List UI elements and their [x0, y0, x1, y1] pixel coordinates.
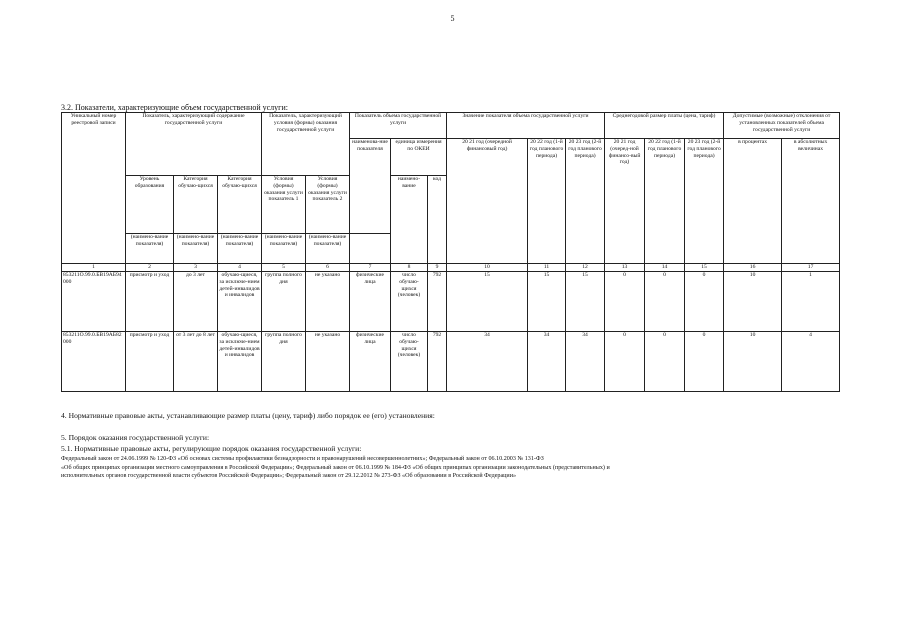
col-number: 10 — [447, 264, 528, 272]
col-number: 8 — [391, 264, 428, 272]
student-category-age: от 3 лет до 8 лет — [174, 332, 218, 392]
col-number: 5 — [262, 264, 306, 272]
law-line: «Об общих принципах организации местного самоуправления в Российской Федерации»; Федеральный закон от 06.10.1999 № 184-ФЗ «Об общих принципах организации законодательных (представительных) и — [61, 464, 610, 471]
header-content-indicator: Показатель, характеризующий содержание государственной услуги — [126, 113, 262, 176]
edu-level: присмотр и уход — [126, 272, 174, 332]
header-indicator-name: наименова-ние показателя — [350, 139, 391, 234]
indicator-name: физические лица — [350, 272, 391, 332]
header-indicator-blank — [350, 234, 391, 264]
header-in-absolute: в абсолютных величинах — [782, 139, 840, 264]
col-number: 12 — [566, 264, 605, 272]
volume-y1: 15 — [447, 272, 528, 332]
page-number: 5 — [450, 14, 455, 23]
col-number: 11 — [528, 264, 566, 272]
volume-y2: 15 — [528, 272, 566, 332]
deviation-percent: 10 — [724, 332, 782, 392]
header-vol-y1: 20 21 год (очередной финансовый год) — [447, 139, 528, 264]
volume-y1: 34 — [447, 332, 528, 392]
header-conditions-indicator: Показатель, характеризующий условия (формы) оказания государственной услуги — [262, 113, 350, 176]
header-avg-fee: Среднегодовой размер платы (цена, тариф) — [605, 113, 724, 139]
edu-level: присмотр и уход — [126, 332, 174, 392]
service-condition-1: группа полного дня — [262, 332, 306, 392]
law-line: исполнительных органов государственной власти субъектов Российской Федерации»; Федеральный закон от 29.12.2012 № 273-ФЗ «Об образовании в Российской Федерации» — [61, 473, 517, 480]
fee-y1: 0 — [605, 272, 645, 332]
service-condition-2: не указано — [306, 272, 350, 332]
deviation-absolute: 1 — [782, 272, 840, 332]
col-number: 6 — [306, 264, 350, 272]
record-number: 853211О.99.0.БВ19АБ94000 — [62, 272, 126, 332]
unit-name: число обучаю-щихся (человек) — [391, 272, 428, 332]
header-unit-name: наимено-вание — [391, 176, 428, 264]
header-student-cat-1: Категория обучаю-щихся — [174, 176, 218, 234]
header-edu-level: Уровень образования — [126, 176, 174, 234]
volume-indicators-table — [61, 112, 840, 392]
service-condition-2: не указано — [306, 332, 350, 392]
header-deviation: Допустимые (возможные) отклонения от установленных показателей объема государственной услуги — [724, 113, 840, 139]
volume-y3: 15 — [566, 272, 605, 332]
student-category: обучаю-щиеся, за исключе-нием детей-инвалидов и инвалидов — [218, 272, 262, 332]
header-in-percent: в процентах — [724, 139, 782, 264]
deviation-percent: 10 — [724, 272, 782, 332]
law-line: Федеральный закон от 24.06.1999 № 120-ФЗ «Об основах системы профилактики безнадзорности и правонарушений несовершеннолетних»; Федеральный закон от 06.10.2003 № 131-ФЗ — [61, 456, 544, 462]
fee-y3: 0 — [685, 272, 724, 332]
table-row — [62, 332, 840, 392]
header-volume-value: Значение показателя объема государственной услуги — [447, 113, 605, 139]
header-unit: единица измерения по ОКЕИ — [391, 139, 447, 176]
volume-y2: 34 — [528, 332, 566, 392]
law-list — [61, 455, 851, 481]
fee-y2: 0 — [645, 272, 685, 332]
fee-y1: 0 — [605, 332, 645, 392]
col-number: 14 — [645, 264, 685, 272]
column-number-row — [62, 264, 840, 272]
header-cond-2: Условия (формы) оказания услуги показатель 2 — [306, 176, 350, 234]
header-name-paren-4: (наимено-вание показателя) — [262, 234, 306, 264]
unit-code: 792 — [428, 272, 447, 332]
deviation-absolute: 4 — [782, 332, 840, 392]
header-student-cat-2: Категория обучаю-щихся — [218, 176, 262, 234]
student-category: обучаю-щиеся, за исключе-нием детей-инвалидов и инвалидов — [218, 332, 262, 392]
col-number: 16 — [724, 264, 782, 272]
col-number: 17 — [782, 264, 840, 272]
header-name-paren-2: (наимено-вание показателя) — [174, 234, 218, 264]
header-name-paren-5: (наимено-вание показателя) — [306, 234, 350, 264]
header-unique-number: Уникальный номер реестровой записи — [62, 113, 126, 264]
col-number: 7 — [350, 264, 391, 272]
paragraph-5: 5. Порядок оказания государственной услуги: — [61, 433, 210, 442]
header-fee-y3: 20 23 год (2-й год планового периода) — [685, 139, 724, 264]
header-vol-y2: 20 22 год (1-й год планового периода) — [528, 139, 566, 264]
col-number: 4 — [218, 264, 262, 272]
paragraph-5-1: 5.1. Нормативные правовые акты, регулирующие порядок оказания государственной услуги: — [61, 444, 362, 453]
col-number: 3 — [174, 264, 218, 272]
table-row — [62, 272, 840, 332]
unit-name: число обучаю-щихся (человек) — [391, 332, 428, 392]
record-number: 853211О.99.0.БВ19АБ82000 — [62, 332, 126, 392]
indicator-name: физические лица — [350, 332, 391, 392]
col-number: 13 — [605, 264, 645, 272]
header-name-paren-3: (наимено-вание показателя) — [218, 234, 262, 264]
col-number: 2 — [126, 264, 174, 272]
header-fee-y1: 20 21 год (очеред-ной финансо-вый год) — [605, 139, 645, 264]
col-number: 1 — [62, 264, 126, 272]
fee-y2: 0 — [645, 332, 685, 392]
header-fee-y2: 20 22 год (1-й год планового периода) — [645, 139, 685, 264]
col-number: 9 — [428, 264, 447, 272]
section-title: 3.2. Показатели, характеризующие объем государственной услуги: — [61, 103, 288, 112]
fee-y3: 0 — [685, 332, 724, 392]
header-unit-code: код — [428, 176, 447, 264]
service-condition-1: группа полного дня — [262, 272, 306, 332]
header-volume-indicator: Показатель объема государственной услуги — [350, 113, 447, 139]
header-vol-y3: 20 23 год (2-й год планового периода) — [566, 139, 605, 264]
paragraph-4: 4. Нормативные правовые акты, устанавливающие размер платы (цену, тариф) либо порядок ее (его) установления: — [61, 411, 435, 420]
volume-y3: 34 — [566, 332, 605, 392]
header-name-paren-1: (наимено-вание показателя) — [126, 234, 174, 264]
unit-code: 792 — [428, 332, 447, 392]
col-number: 15 — [685, 264, 724, 272]
header-cond-1: Условия (формы) оказания услуги показатель 1 — [262, 176, 306, 234]
student-category-age: до 3 лет — [174, 272, 218, 332]
